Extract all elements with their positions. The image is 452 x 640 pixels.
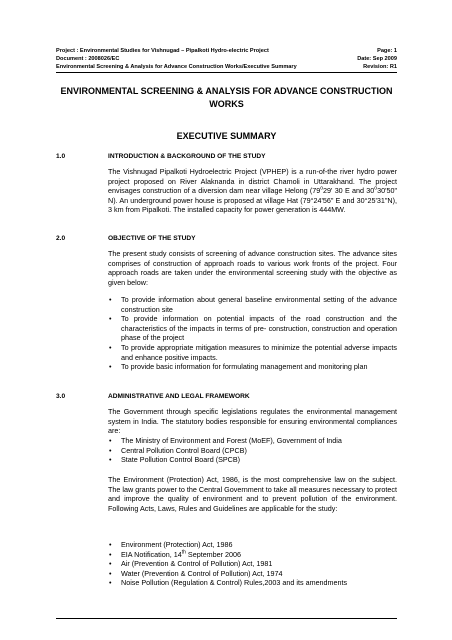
list-item: • Central Pollution Control Board (CPCB): [109, 445, 247, 455]
list-item: • Water (Prevention & Control of Pollution) Act, 1974: [109, 568, 283, 578]
bullet-icon: •: [109, 342, 112, 352]
statutory-bodies-list: [108, 436, 397, 465]
list-item: • State Pollution Control Board (SPCB): [109, 455, 241, 465]
list-item: • To provide appropriate mitigation measures to minimize the potential adverse impacts and enhance positive impacts.: [109, 342, 397, 362]
list-item: • EIA Notification, 14th September 2006: [109, 549, 242, 559]
header-revision: Revision: R1: [363, 64, 397, 70]
header-row-document: [56, 55, 397, 63]
document-title-line2: WORKS: [209, 99, 244, 109]
header-document: Document : 2008026/EC: [56, 56, 120, 62]
list-item: • Noise Pollution (Regulation & Control) Rules,2003 and its amendments: [109, 578, 348, 588]
section-title: ADMINISTRATIVE AND LEGAL FRAMEWORK: [108, 393, 250, 400]
bullet-icon: •: [109, 549, 112, 559]
list-item: • To provide basic information for formulating management and monitoring plan: [109, 362, 368, 372]
section-2-paragraph: The present study consists of screening of advance construction sites. The advance sites comprises of construction of approach roads to various work fronts of the project. Four approach roads are taken under the environmental screening study with the objective as given below:: [108, 249, 397, 287]
bullet-icon: •: [109, 445, 112, 455]
section-title: INTRODUCTION & BACKGROUND OF THE STUDY: [108, 153, 266, 160]
list-item: • Air (Prevention & Control of Pollution) Act, 1981: [109, 559, 273, 569]
section-heading-2: [56, 235, 196, 242]
document-title-line1: ENVIRONMENTAL SCREENING & ANALYSIS FOR ADVANCE CONSTRUCTION: [60, 86, 393, 96]
list-item: • Environment (Protection) Act, 1986: [109, 540, 233, 549]
bullet-icon: •: [109, 578, 112, 588]
section-title: OBJECTIVE OF THE STUDY: [108, 235, 196, 242]
bullet-icon: •: [109, 436, 112, 445]
list-item: • To provide information on potential impacts of the road construction and the characteristics of the impacts in terms of pre- construction, construction and operation phase of the project: [109, 314, 397, 343]
section-number: 2.0: [56, 235, 66, 242]
header-row-title: [56, 63, 397, 71]
section-heading-3: [56, 393, 250, 400]
paragraph-text: The Vishnugad Pipalkoti Hydroelectric Project (VPHEP) is a run-of-the river hydro power project proposed on River Alaknanda in district Chamoli in Uttarakhand. The project envisages construction of a diversion dam near village Helong (79$^o$29' 30 E and 30$^o$30'50" N). An underground power house is proposed at village Hat (79°24'56" E and 30°25'31"N), 3 km from Pipalkoti. The installed capacity for power generation is 444MW.: [108, 167, 397, 215]
list-item: • To provide information about general baseline environmental setting of the advance construction site: [109, 295, 397, 314]
document-title: [56, 85, 397, 111]
header-project: Project : Environmental Studies for Vishnugad – Pipalkoti Hydro-electric Project: [56, 48, 269, 54]
section-heading-1: [56, 153, 266, 160]
header-row-project: [56, 47, 397, 55]
applicable-acts-list: [108, 540, 397, 588]
header-divider: [56, 72, 397, 73]
objectives-list: [108, 295, 397, 372]
list-item: • The Ministry of Environment and Forest (MoEF), Government of India: [109, 436, 342, 445]
header-date: Date: Sep 2009: [357, 56, 397, 62]
bullet-icon: •: [109, 295, 112, 304]
footer-divider: [56, 618, 397, 619]
bullet-icon: •: [109, 559, 112, 569]
bullet-icon: •: [109, 314, 112, 324]
section-3-paragraph-1: The Government through specific legislations regulates the environmental management system in India. The statutory bodies responsible for ensuring environmental compliances are:: [108, 407, 397, 436]
bullet-icon: •: [109, 568, 112, 578]
section-1-paragraph: [108, 167, 397, 215]
bullet-icon: •: [109, 455, 112, 465]
section-number: 1.0: [56, 153, 66, 160]
bullet-icon: •: [109, 362, 112, 372]
page-header: [56, 47, 397, 71]
section-3-paragraph-2: The Environment (Protection) Act, 1986, is the most comprehensive law on the subject. The law grants power to the Central Government to take all measures necessary to protect and improve the quality of environment and to prevent pollution of the environment. Following Acts, Laws, Rules and Guidelines are applicable for the study:: [108, 475, 397, 513]
section-number: 3.0: [56, 393, 66, 400]
header-doc-title: Environmental Screening & Analysis for Advance Construction Works/Executive Summary: [56, 64, 297, 70]
header-page: Page: 1: [377, 48, 397, 54]
bullet-icon: •: [109, 540, 112, 549]
document-subtitle: EXECUTIVE SUMMARY: [176, 131, 277, 141]
